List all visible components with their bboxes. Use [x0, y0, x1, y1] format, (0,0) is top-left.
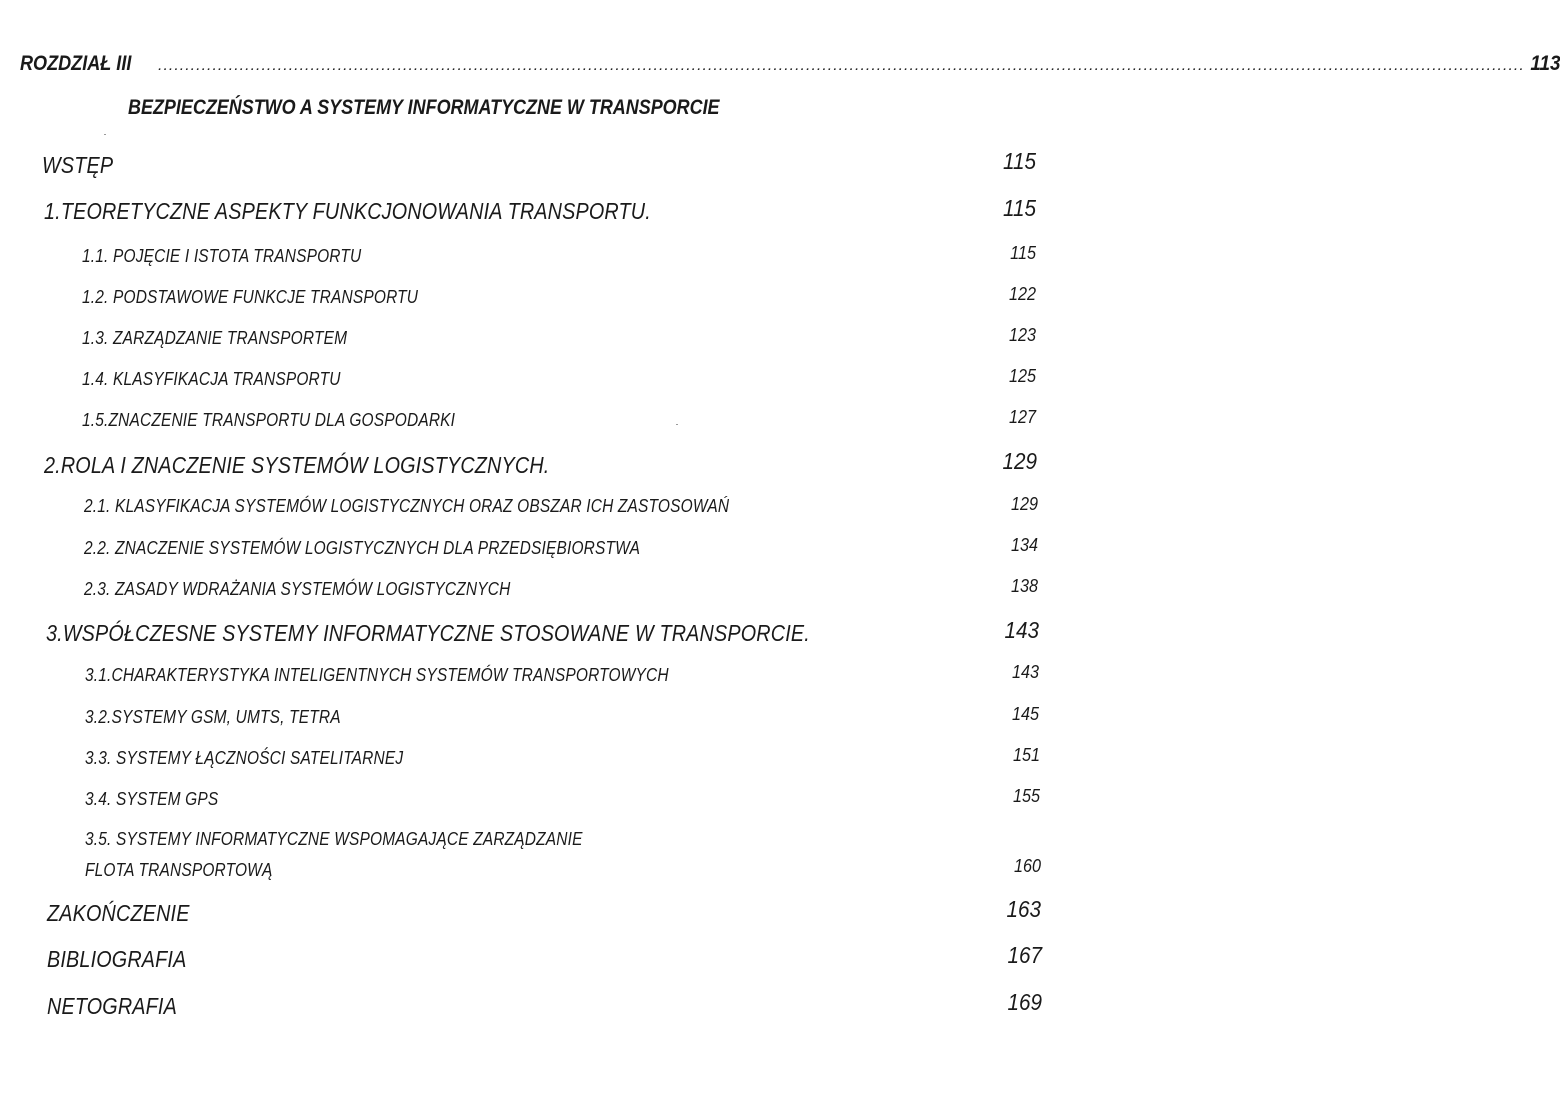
toc-page-number: 155	[1012, 786, 1040, 806]
toc-entry-section-3: 3.WSPÓŁCZESNE SYSTEMY INFORMATYCZNE STOSOWANE W TRANSPORCIE.	[46, 620, 810, 646]
toc-page-number: 163	[1006, 896, 1041, 922]
toc-page-number: 127	[1008, 407, 1036, 427]
chapter-title: BEZPIECZEŃSTWO A SYSTEMY INFORMATYCZNE W TRANSPORCIE	[128, 96, 720, 119]
toc-entry-subsection-continued: FLOTA TRANSPORTOWĄ	[85, 860, 273, 880]
toc-page-number: 167	[1007, 942, 1042, 968]
toc-entry-subsection: 3.5. SYSTEMY INFORMATYCZNE WSPOMAGAJĄCE ZARZĄDZANIE	[85, 829, 583, 849]
toc-page-number: 138	[1010, 576, 1038, 596]
toc-page-number: 129	[1002, 448, 1037, 474]
toc-entry-subsection: 1.1. POJĘCIE I ISTOTA TRANSPORTU	[82, 246, 362, 266]
toc-page-number: 122	[1008, 284, 1036, 304]
chapter-page-number: 113	[1530, 52, 1560, 75]
toc-entry-subsection: 2.1. KLASYFIKACJA SYSTEMÓW LOGISTYCZNYCH ORAZ OBSZAR ICH ZASTOSOWAŃ	[84, 496, 730, 516]
chapter-label: ROZDZIAŁ III	[20, 52, 132, 75]
toc-entry-section-1: 1.TEORETYCZNE ASPEKTY FUNKCJONOWANIA TRANSPORTU.	[44, 198, 651, 224]
toc-page-number: 115	[1002, 195, 1036, 221]
toc-page-number: 129	[1010, 494, 1038, 514]
toc-entry-subsection: 1.4. KLASYFIKACJA TRANSPORTU	[82, 369, 341, 389]
toc-entry-subsection: 3.3. SYSTEMY ŁĄCZNOŚCI SATELITARNEJ	[85, 748, 404, 768]
toc-entry-section-2: 2.ROLA I ZNACZENIE SYSTEMÓW LOGISTYCZNYCH.	[44, 452, 550, 478]
toc-entry-bibliography: BIBLIOGRAFIA	[47, 946, 187, 972]
toc-page-number: 160	[1013, 856, 1041, 876]
toc-page-number: 115	[1010, 243, 1036, 263]
toc-page-number: 143	[1011, 662, 1039, 682]
toc-entry-subsection: 3.2.SYSTEMY GSM, UMTS, TETRA	[85, 707, 341, 727]
scan-speck	[676, 424, 678, 425]
dot-leader: ...........................................................................................................................................................................................................................................................	[158, 57, 1525, 74]
toc-page-number: 134	[1010, 535, 1038, 555]
toc-entry-subsection: 2.3. ZASADY WDRAŻANIA SYSTEMÓW LOGISTYCZNYCH	[84, 579, 511, 599]
toc-entry-subsection: 1.3. ZARZĄDZANIE TRANSPORTEM	[82, 328, 348, 348]
toc-page-number: 125	[1008, 366, 1036, 386]
toc-entry-conclusion: ZAKOŃCZENIE	[47, 900, 190, 926]
toc-entry-subsection: 3.4. SYSTEM GPS	[85, 789, 219, 809]
toc-page-number: 169	[1007, 989, 1042, 1015]
toc-page-number: 151	[1012, 745, 1040, 765]
toc-entry-subsection: 1.5.ZNACZENIE TRANSPORTU DLA GOSPODARKI	[82, 410, 456, 430]
toc-entry-intro: WSTĘP	[42, 152, 114, 178]
toc-page-number: 145	[1011, 704, 1039, 724]
toc-entry-subsection: 3.1.CHARAKTERYSTYKA INTELIGENTNYCH SYSTEMÓW TRANSPORTOWYCH	[85, 665, 669, 685]
toc-entry-netography: NETOGRAFIA	[47, 993, 177, 1019]
toc-page-number: 123	[1008, 325, 1036, 345]
chapter-heading	[20, 52, 1560, 82]
toc-page-number: 115	[1002, 148, 1036, 174]
toc-page-number: 143	[1004, 617, 1039, 643]
toc-entry-subsection: 1.2. PODSTAWOWE FUNKCJE TRANSPORTU	[82, 287, 419, 307]
toc-entry-subsection: 2.2. ZNACZENIE SYSTEMÓW LOGISTYCZNYCH DLA PRZEDSIĘBIORSTWA	[84, 538, 641, 558]
scan-speck	[104, 134, 106, 135]
